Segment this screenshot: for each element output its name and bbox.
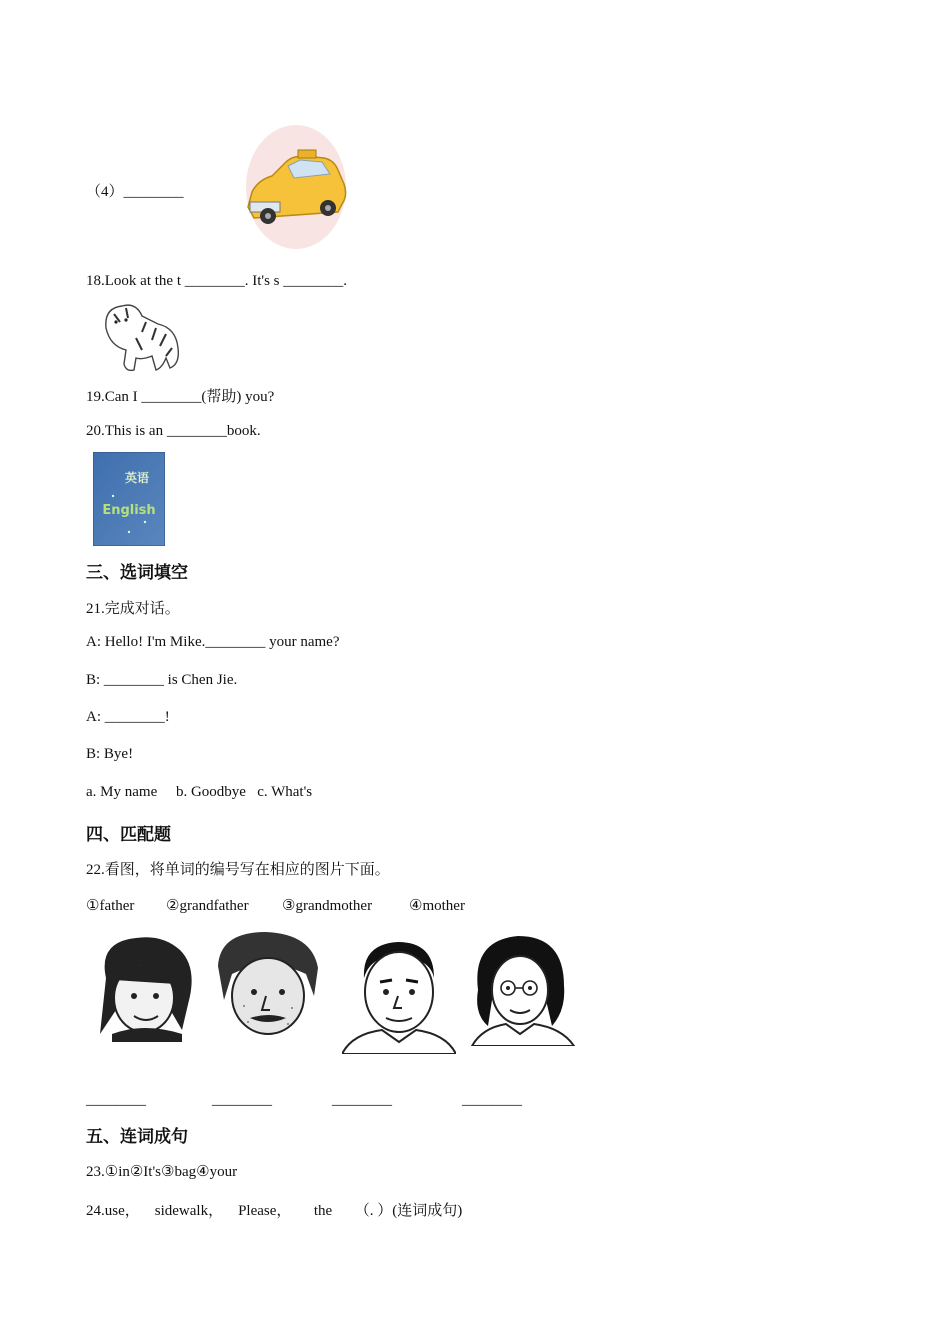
q20-text: 20.This is an ________book. xyxy=(86,423,261,439)
q23-text: 23.①in②It's③bag④your xyxy=(86,1164,238,1180)
q17-4-label: （4）________ xyxy=(86,184,184,200)
q19-text: 19.Can I ________(帮助) you? xyxy=(86,389,275,405)
q22-word-2: ②grandfather xyxy=(166,898,249,914)
q21-options: a. My name b. Goodbye c. What's xyxy=(86,784,313,800)
q21-line-2: B: ________ is Chen Jie. xyxy=(86,672,238,688)
grandmother-portrait xyxy=(92,930,204,1042)
q21-line-3: A: ________! xyxy=(86,709,170,725)
q22-blank-3: ________ xyxy=(332,1092,392,1108)
q21-instruction: 21.完成对话。 xyxy=(86,601,180,617)
q22-blank-2: ________ xyxy=(212,1092,272,1108)
grandfather-portrait xyxy=(208,926,326,1042)
q22-word-1: ①father xyxy=(86,898,135,914)
section4-title: 四、匹配题 xyxy=(86,825,171,845)
book-cover-en: English xyxy=(102,503,156,518)
q24-text: 24.use， sidewalk， Please， the （. ）(连词成句) xyxy=(86,1203,463,1219)
tiger-image xyxy=(96,298,182,374)
q21-line-4: B: Bye! xyxy=(86,746,134,762)
section5-title: 五、连词成句 xyxy=(86,1127,188,1147)
q22-word-3: ③grandmother xyxy=(282,898,373,914)
father-portrait xyxy=(342,934,456,1054)
book-cover-cn: 英语 xyxy=(124,471,150,485)
q22-blank-1: ________ xyxy=(86,1092,146,1108)
q18-text: 18.Look at the t ________. It's s ________. xyxy=(86,273,348,289)
section3-title: 三、选词填空 xyxy=(86,563,188,583)
mother-portrait xyxy=(466,930,578,1046)
q22-blank-4: ________ xyxy=(462,1092,522,1108)
taxi-image xyxy=(238,122,350,252)
q21-line-1: A: Hello! I'm Mike.________ your name? xyxy=(86,634,340,650)
q22-instruction: 22.看图，将单词的编号写在相应的图片下面。 xyxy=(86,862,390,878)
q22-word-4: ④mother xyxy=(409,898,465,914)
english-book-image xyxy=(93,452,165,546)
